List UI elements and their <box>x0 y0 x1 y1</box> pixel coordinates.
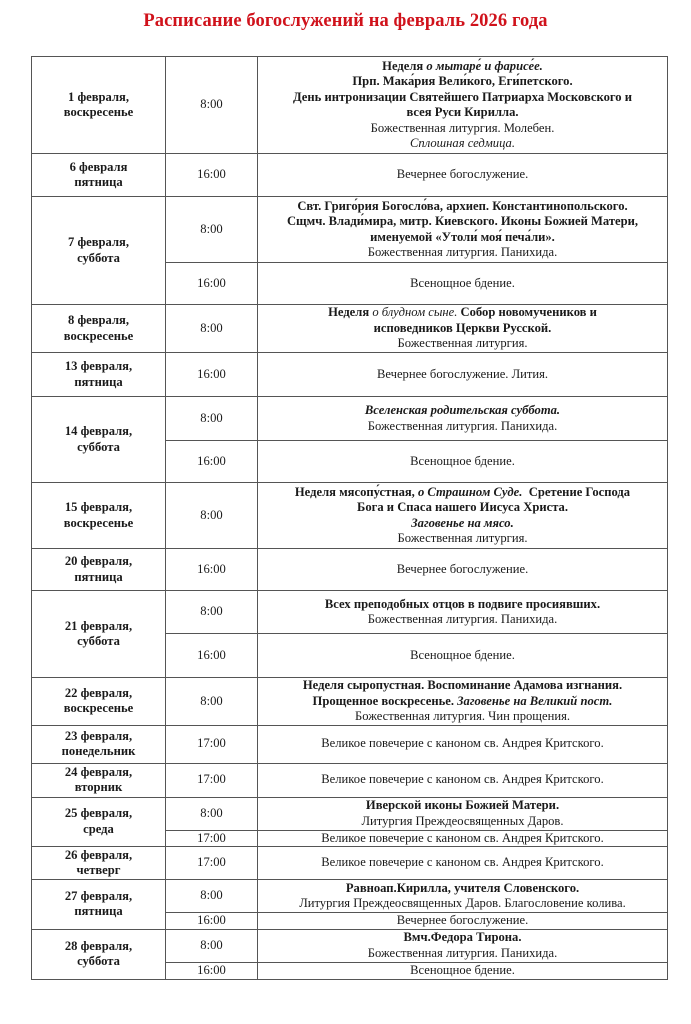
service-name: Божественная литургия. Молебен. <box>370 120 555 135</box>
service-name: Божественная литургия. <box>397 336 528 351</box>
date-cell <box>32 847 166 880</box>
description-line <box>260 694 665 710</box>
time-cell: 16:00 <box>166 154 258 197</box>
description-line <box>260 403 665 419</box>
description-line <box>260 276 665 292</box>
date-text: 15 февраля, <box>64 500 133 514</box>
date-text: 24 февраля, <box>64 764 133 779</box>
feast-note: Сплошная седмица. <box>410 136 515 150</box>
description-line <box>260 855 665 871</box>
description-line <box>260 913 665 929</box>
service-description <box>258 678 668 726</box>
schedule-row <box>32 763 668 797</box>
description-line <box>260 214 665 230</box>
service-name: Вечернее богослужение. <box>396 167 529 182</box>
service-description <box>258 263 668 305</box>
service-name: Великое повечерие с каноном св. Андрея Критского. <box>321 855 604 870</box>
time-cell: 8:00 <box>166 57 258 154</box>
description-line <box>260 896 665 912</box>
service-description <box>258 634 668 678</box>
feast-name: Сщмч. Влади́мира, митр. Киевского. Иконы Божией Матери, <box>286 214 639 228</box>
feast-name: Собор новомучеников и <box>457 305 597 320</box>
date-text: 28 февраля, <box>64 938 133 953</box>
service-description <box>258 725 668 763</box>
feast-name: Иверской иконы Божией Матери. <box>365 798 560 812</box>
service-description <box>258 397 668 441</box>
service-description <box>258 483 668 549</box>
service-description <box>258 197 668 263</box>
feast-note: о Страшном Суде. <box>417 484 523 499</box>
time-cell: 8:00 <box>166 678 258 726</box>
service-name: Вечернее богослужение. Лития. <box>376 366 549 381</box>
description-line <box>260 612 665 628</box>
service-description <box>258 353 668 397</box>
date-cell <box>32 880 166 930</box>
description-line <box>260 74 665 90</box>
description-line <box>260 305 665 321</box>
schedule-row <box>32 197 668 263</box>
weekday-text: воскресенье <box>63 701 134 716</box>
service-description <box>258 763 668 797</box>
date-cell <box>32 483 166 549</box>
feast-name: Неделя <box>328 305 373 320</box>
description-line <box>260 562 665 578</box>
page-title: Расписание богослужений на февраль 2026 года <box>143 11 548 31</box>
time-cell: 16:00 <box>166 263 258 305</box>
description-line <box>260 709 665 725</box>
description-line <box>260 531 665 547</box>
schedule-row <box>32 154 668 197</box>
feast-name: исповедников Церкви Русской. <box>373 320 552 335</box>
schedule-row <box>32 725 668 763</box>
weekday-text: суббота <box>77 439 120 454</box>
feast-note: Вселенская родительская суббота. <box>364 403 561 417</box>
description-line <box>260 930 665 946</box>
feast-name: Бога и Спаса нашего Иисуса Христа. <box>357 500 568 514</box>
schedule-body <box>32 57 668 980</box>
feast-name: всея Руси Кирилла. <box>406 105 519 119</box>
feast-name: Неделя <box>382 58 427 73</box>
weekday-text: четверг <box>76 863 121 877</box>
description-line <box>260 946 665 962</box>
weekday-text: воскресенье <box>63 515 134 530</box>
description-line <box>260 167 665 183</box>
date-cell <box>32 549 166 591</box>
service-name: Вечернее богослужение. <box>396 561 529 576</box>
weekday-text: пятница <box>74 569 123 584</box>
description-line <box>260 678 665 694</box>
time-cell: 17:00 <box>166 725 258 763</box>
description-line <box>260 485 665 501</box>
service-name: Божественная литургия. Панихида. <box>367 418 558 433</box>
date-cell <box>32 725 166 763</box>
schedule-row <box>32 797 668 830</box>
time-cell: 8:00 <box>166 797 258 830</box>
service-description <box>258 154 668 197</box>
service-description <box>258 929 668 962</box>
schedule-row <box>32 57 668 154</box>
date-cell <box>32 929 166 979</box>
service-name: Великое повечерие с каноном св. Андрея Критского. <box>321 772 604 787</box>
description-line <box>260 881 665 897</box>
date-cell <box>32 305 166 353</box>
date-cell <box>32 197 166 305</box>
date-text: 27 февраля, <box>64 888 133 903</box>
feast-name: Сретение Господа <box>522 484 631 499</box>
service-name: Всенощное бдение. <box>410 647 515 662</box>
time-cell: 8:00 <box>166 591 258 634</box>
feast-note: о блудном сыне. <box>372 305 458 320</box>
service-description <box>258 880 668 913</box>
feast-note: о мытаре́ и фарисе́е. <box>426 58 543 73</box>
service-name: Божественная литургия. <box>397 531 528 545</box>
weekday-text: пятница <box>74 374 123 389</box>
service-name: Божественная литургия. Панихида. <box>367 945 558 960</box>
time-cell: 16:00 <box>166 353 258 397</box>
time-cell: 8:00 <box>166 397 258 441</box>
service-name: Всенощное бдение. <box>410 453 515 468</box>
time-cell: 17:00 <box>166 847 258 880</box>
service-description <box>258 441 668 483</box>
service-name: Божественная литургия. Чин прощения. <box>354 709 571 723</box>
schedule-row <box>32 397 668 441</box>
description-line <box>260 367 665 383</box>
date-cell <box>32 797 166 847</box>
schedule-row <box>32 929 668 962</box>
time-cell: 16:00 <box>166 441 258 483</box>
description-line <box>260 772 665 788</box>
date-text: 13 февраля, <box>64 359 133 373</box>
weekday-text: суббота <box>77 954 120 968</box>
schedule-table <box>31 56 668 980</box>
description-line <box>260 136 665 152</box>
service-name: Литургия Преждеосвященных Даров. Благословение колива. <box>299 896 626 910</box>
description-line <box>260 59 665 75</box>
weekday-text: вторник <box>74 780 123 794</box>
service-name: Литургия Преждеосвященных Даров. <box>361 813 564 828</box>
description-line <box>260 500 665 516</box>
service-description <box>258 591 668 634</box>
feast-name: Свт. Григо́рия Богосло́ва, архиеп. Константинопольского. <box>297 198 628 213</box>
feast-name: Неделя мясопу́стная, <box>294 484 418 499</box>
feast-name: День интронизации Святейшего Патриарха Московского и <box>292 89 633 104</box>
description-line <box>260 454 665 470</box>
feast-note: Заговенье на мясо. <box>411 515 514 530</box>
weekday-text: воскресенье <box>63 105 134 119</box>
service-name: Великое повечерие с каноном св. Андрея Критского. <box>321 830 604 845</box>
description-line <box>260 516 665 532</box>
weekday-text: среда <box>83 821 114 836</box>
description-line <box>260 963 665 979</box>
date-text: 21 февраля, <box>64 618 133 633</box>
description-line <box>260 121 665 137</box>
description-line <box>260 321 665 337</box>
description-line <box>260 336 665 352</box>
service-name: Божественная литургия. Панихида. <box>367 612 558 626</box>
service-name: Всенощное бдение. <box>410 962 515 977</box>
feast-name: Прощенное воскресенье. <box>312 693 458 708</box>
date-cell <box>32 763 166 797</box>
date-text: 1 февраля, <box>68 89 129 104</box>
service-description <box>258 830 668 847</box>
service-description <box>258 57 668 154</box>
weekday-text: пятница <box>74 175 123 189</box>
service-name: Божественная литургия. Панихида. <box>367 245 558 259</box>
date-cell <box>32 154 166 197</box>
service-name: Вечернее богослужение. <box>396 913 529 927</box>
weekday-text: суббота <box>77 634 120 648</box>
time-cell: 8:00 <box>166 880 258 913</box>
feast-name: Равноап.Кирилла, учителя Словенского. <box>345 880 580 895</box>
service-description <box>258 549 668 591</box>
date-text: 7 февраля, <box>68 235 129 249</box>
schedule-row <box>32 353 668 397</box>
feast-name: Вмч.Федора Тирона. <box>403 930 522 944</box>
date-text: 6 февраля <box>69 159 128 174</box>
feast-name: именуемой «Утоли́ моя́ печа́ли». <box>370 229 555 244</box>
time-cell: 8:00 <box>166 929 258 962</box>
description-line <box>260 230 665 246</box>
schedule-row <box>32 591 668 634</box>
schedule-row <box>32 305 668 353</box>
weekday-text: суббота <box>77 250 120 265</box>
service-name: Всенощное бдение. <box>410 275 515 290</box>
service-description <box>258 847 668 880</box>
schedule-row <box>32 483 668 549</box>
time-cell: 16:00 <box>166 549 258 591</box>
time-cell: 17:00 <box>166 763 258 797</box>
weekday-text: воскресенье <box>63 328 134 343</box>
service-name: Великое повечерие с каноном св. Андрея Критского. <box>321 736 604 751</box>
schedule-row <box>32 880 668 913</box>
service-description <box>258 962 668 979</box>
service-description <box>258 305 668 353</box>
schedule-row <box>32 678 668 726</box>
weekday-text: понедельник <box>61 744 136 758</box>
time-cell: 16:00 <box>166 634 258 678</box>
date-cell <box>32 397 166 483</box>
time-cell: 16:00 <box>166 913 258 930</box>
description-line <box>260 199 665 215</box>
schedule-row <box>32 847 668 880</box>
description-line <box>260 105 665 121</box>
description-line <box>260 814 665 830</box>
description-line <box>260 245 665 261</box>
description-line <box>260 736 665 752</box>
description-line <box>260 90 665 106</box>
date-cell <box>32 678 166 726</box>
date-text: 8 февраля, <box>68 313 129 327</box>
time-cell: 8:00 <box>166 197 258 263</box>
time-cell: 8:00 <box>166 305 258 353</box>
feast-name: Неделя сыропустная. Воспоминание Адамова изгнания. <box>302 678 623 692</box>
date-cell <box>32 57 166 154</box>
date-text: 25 февраля, <box>64 806 133 821</box>
date-text: 14 февраля, <box>64 424 133 438</box>
service-description <box>258 797 668 830</box>
schedule-row <box>32 549 668 591</box>
description-line <box>260 597 665 613</box>
date-text: 20 февраля, <box>64 554 133 568</box>
description-line <box>260 798 665 814</box>
date-text: 23 февраля, <box>64 728 133 743</box>
date-cell <box>32 353 166 397</box>
weekday-text: пятница <box>74 904 123 919</box>
date-cell <box>32 591 166 678</box>
description-line <box>260 831 665 847</box>
date-text: 22 февраля, <box>64 685 133 700</box>
description-line <box>260 648 665 664</box>
feast-name: Прп. Мака́рия Вели́кого, Еги́петского. <box>352 74 573 88</box>
feast-note: Заговенье на Великий пост. <box>457 693 613 708</box>
time-cell: 17:00 <box>166 830 258 847</box>
time-cell: 8:00 <box>166 483 258 549</box>
service-description <box>258 913 668 930</box>
date-text: 26 февраля, <box>64 847 133 862</box>
feast-name: Всех преподобных отцов в подвиге просиявших. <box>324 596 601 611</box>
description-line <box>260 419 665 435</box>
time-cell: 16:00 <box>166 962 258 979</box>
